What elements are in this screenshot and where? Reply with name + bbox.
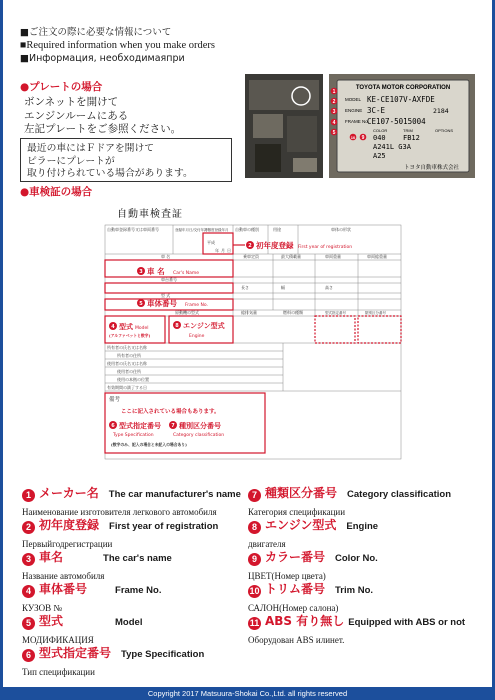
plate-text-line: エンジンルームにある xyxy=(24,109,129,122)
plate-frame-value: CE107-5015004 xyxy=(367,117,426,126)
legend-item-6 xyxy=(22,644,204,677)
svg-text:2: 2 xyxy=(248,243,252,249)
plate-note-line: ピラーにプレートが xyxy=(27,155,115,167)
field-user-name: 使用者の氏名又は名称 xyxy=(107,361,147,366)
field-expiry: 有効期間の満了する日 xyxy=(107,385,147,390)
highlight-frame-no-row xyxy=(105,283,233,293)
annot-type-spec: 型式指定番号 xyxy=(119,422,161,430)
plate-trim-value: FB12 xyxy=(403,134,420,142)
legend-ru: Тип спецификации xyxy=(22,667,95,677)
legend-jp: 型式 xyxy=(39,614,64,628)
plate-engine-value: 3C-E xyxy=(367,106,386,115)
legend-ru: Наименование изготовителя легкового автомобиля xyxy=(22,507,217,517)
plate-marker-4: 4 xyxy=(332,120,336,126)
header xyxy=(20,26,215,65)
legend-ru: ЦВЕТ(Номер цвета) xyxy=(248,571,326,581)
field-height: 高さ xyxy=(325,285,333,290)
legend-jp: メーカー名 xyxy=(39,486,99,500)
field-gross: 車両総重量 xyxy=(367,254,387,259)
plate-line-2: A241L G3A xyxy=(373,143,411,151)
legend-jp: 型式指定番号 xyxy=(39,646,112,660)
legend-jp: ABS 有り無し xyxy=(265,614,345,628)
plate-engine-extra: 2184 xyxy=(433,107,449,115)
svg-text:7: 7 xyxy=(171,423,175,429)
legend-jp: トリム番号 xyxy=(265,582,326,596)
legend-ru: КУЗОВ № xyxy=(22,603,62,613)
field-first-reg: 初年度登録年月 xyxy=(204,228,229,232)
plate-line-3: A25 xyxy=(373,152,386,160)
legend-jp: 車名 xyxy=(39,550,64,564)
legend-number: 4 xyxy=(22,585,35,598)
field-owner-name: 所有者の氏名又は名称 xyxy=(107,345,147,350)
field-car-name: 車 名 xyxy=(161,254,171,259)
legend-en: Category classification xyxy=(347,489,452,500)
field-month: 月 xyxy=(221,248,225,253)
plate-color-value: 040 xyxy=(373,134,386,142)
annot-category: 種別区分番号 xyxy=(179,422,221,430)
legend-ru: Название автомобиля xyxy=(22,571,105,581)
plate-marker-3: 3 xyxy=(332,109,336,115)
field-year: 年 xyxy=(215,248,219,253)
plate-text-line: ボンネットを開けて xyxy=(24,96,119,108)
legend-jp: 車体番号 xyxy=(39,582,88,596)
legend-item-10 xyxy=(248,580,373,613)
svg-text:5: 5 xyxy=(139,301,143,307)
highlight-cat-no xyxy=(358,316,401,343)
legend-number: 6 xyxy=(22,649,35,662)
annot-first-reg-en: First year of registration xyxy=(298,245,353,250)
annot-first-reg: 初年度登録 xyxy=(256,241,294,250)
legend-ru: двигателя xyxy=(248,539,286,549)
legend-ru: МОДИФИКАЦИЯ xyxy=(22,635,94,645)
plate-color-label: COLOR xyxy=(373,128,388,133)
annot-frame-no: 車体番号 xyxy=(147,299,177,308)
svg-text:8: 8 xyxy=(175,323,179,329)
svg-text:6: 6 xyxy=(111,423,115,429)
annot-frame-no-en: Frame No. xyxy=(185,303,208,308)
annot-model-note: (アルファベットと数字) xyxy=(109,333,151,338)
plate-marker-9: 9 xyxy=(361,135,365,141)
plate-frame-label: FRAME No. xyxy=(345,119,370,124)
svg-text:4: 4 xyxy=(111,324,115,330)
annot-note1: ここに記入されている場合もあります。 xyxy=(121,409,220,415)
legend-number: 1 xyxy=(22,489,35,502)
highlight-car-name xyxy=(105,260,233,277)
field-user-addr: 使用者の住所 xyxy=(117,369,141,374)
svg-text:3: 3 xyxy=(139,269,143,275)
plate-options-label: OPTIONS xyxy=(435,128,454,133)
legend-en: Type Specification xyxy=(121,649,205,660)
legend-en: The car manufacturer's name xyxy=(108,489,241,500)
legend-number: 7 xyxy=(248,489,261,502)
annot-model-en: Model xyxy=(135,326,149,331)
legend-number: 11 xyxy=(249,618,260,628)
field-era: 平成 xyxy=(207,240,215,245)
legend-item-4 xyxy=(22,580,161,613)
field-length: 長さ xyxy=(241,285,249,290)
legend-jp: 種類区分番号 xyxy=(265,486,338,500)
legend-jp: 初年度登録 xyxy=(39,518,100,532)
legend-item-8 xyxy=(248,516,378,549)
legend-jp: エンジン型式 xyxy=(265,518,337,532)
plate-note-box xyxy=(20,138,232,182)
field-frame-no: 車台番号 xyxy=(161,277,177,282)
plate-marker-1: 1 xyxy=(332,89,336,95)
annot-note2: (数字のみ、記入の場合と未記入の場合あり) xyxy=(111,442,187,447)
field-fuel: 燃料の種類 xyxy=(283,310,303,315)
plate-marker-2: 2 xyxy=(332,99,336,105)
plate-model-value: KE-CE107V-AXFDE xyxy=(367,95,435,104)
legend-en: Trim No. xyxy=(335,585,374,596)
plate-section-title: ●プレートの場合 xyxy=(20,81,103,93)
legend-en: Color No. xyxy=(335,553,378,564)
cert-form-title: 自動車検査証 xyxy=(117,209,183,220)
legend-item-9 xyxy=(248,548,378,581)
field-reg-no: 自動車登録番号又は車両番号 xyxy=(107,227,159,232)
field-base: 使用の本拠の位置 xyxy=(117,377,149,382)
legend-jp: カラー番号 xyxy=(265,550,326,564)
legend-number: 2 xyxy=(22,521,35,534)
plate-brand-footer: トヨタ自動車株式会社 xyxy=(403,165,459,171)
annot-car-name-en: Car's Name xyxy=(173,271,200,276)
plate-marker-10: 10 xyxy=(350,135,356,140)
field-max-load: 最大積載量 xyxy=(281,254,301,259)
legend-item-3 xyxy=(22,548,172,581)
legend-ru: Оборудован ABS илинет. xyxy=(248,635,345,645)
field-day: 日 xyxy=(227,248,231,253)
field-model: 型 式 xyxy=(161,293,171,298)
field-owner-addr: 所有者の住所 xyxy=(117,353,141,358)
annot-model: 型式 xyxy=(119,323,133,331)
field-body: 車体の形状 xyxy=(331,227,351,232)
header-line-jp: ■ご注文の際に必要な情報について xyxy=(20,27,172,38)
legend-en: First year of registration xyxy=(109,521,219,532)
legend-item-7 xyxy=(248,484,451,517)
legend-number: 10 xyxy=(249,586,260,596)
field-displacement: 総排気量 xyxy=(241,310,257,315)
legend-en: Equipped with ABS or not xyxy=(348,617,466,628)
annot-category-en: Category classification xyxy=(173,433,225,438)
legend-en: Model xyxy=(115,617,143,628)
plate-note-line: 最近の車にはＦドアを開けて xyxy=(27,143,155,154)
field-capacity: 乗車定員 xyxy=(243,254,259,259)
footer-copyright: Copyright 2017 Matsuura-Shokai Co.,Ltd. all rights reserved xyxy=(3,687,492,700)
legend-item-11 xyxy=(248,612,465,645)
plate-trim-label: TRIM xyxy=(403,128,413,133)
header-line-ru: ■Информация, необходимаяпри xyxy=(20,53,185,64)
field-use: 用途 xyxy=(273,227,281,232)
annot-engine: エンジン型式 xyxy=(183,322,225,330)
cert-section-title: ●車検証の場合 xyxy=(20,186,93,198)
legend-ru: САЛОН(Номер салона) xyxy=(248,603,339,613)
legend-en: Frame No. xyxy=(115,585,162,596)
annot-type-spec-en: Type Specification xyxy=(113,433,154,438)
field-remarks: 備考 xyxy=(109,397,121,403)
field-type-no: 型式指定番号 xyxy=(325,311,346,315)
field-width: 幅 xyxy=(281,285,285,290)
highlight-type-no xyxy=(315,316,355,343)
legend-ru: Категория спецификации xyxy=(248,507,346,517)
legend-number: 8 xyxy=(248,521,261,534)
plate-text-line: 左記プレートをご参照ください。 xyxy=(24,123,182,135)
legend-ru: Первыйгодрегистрации xyxy=(22,539,113,549)
plate-maker-text: TOYOTA MOTOR CORPORATION xyxy=(355,85,451,91)
legend-en: Engine xyxy=(346,521,379,532)
field-type: 自動車の種別 xyxy=(235,227,259,232)
legend-number: 3 xyxy=(22,553,35,566)
field-reg-date: 登録年月日/交付年月日 xyxy=(175,228,212,232)
field-engine: 原動機の型式 xyxy=(175,310,199,315)
field-cat-no: 類別区分番号 xyxy=(365,311,386,315)
plate-instructions xyxy=(24,96,181,137)
legend-number: 5 xyxy=(22,617,35,630)
legend-number: 9 xyxy=(248,553,261,566)
plate-model-label: MODEL xyxy=(345,97,362,102)
plate-marker-5: 5 xyxy=(332,130,336,136)
field-weight: 車両重量 xyxy=(325,254,341,259)
legend-item-2 xyxy=(22,516,218,549)
plate-engine-label: ENGINE xyxy=(345,108,363,113)
legend-en: The car's name xyxy=(103,553,172,564)
legend-item-1 xyxy=(22,484,241,517)
vehicle-inspection-certificate xyxy=(103,203,403,461)
header-line-en: ■Required information when you make orders xyxy=(20,40,215,51)
plate-photo xyxy=(245,74,475,178)
legend-item-5 xyxy=(22,612,142,645)
annot-engine-en: Engine xyxy=(189,334,205,339)
plate-note-line: 取り付けられている場合があります。 xyxy=(27,168,193,179)
annot-car-name: 車 名 xyxy=(147,267,165,276)
